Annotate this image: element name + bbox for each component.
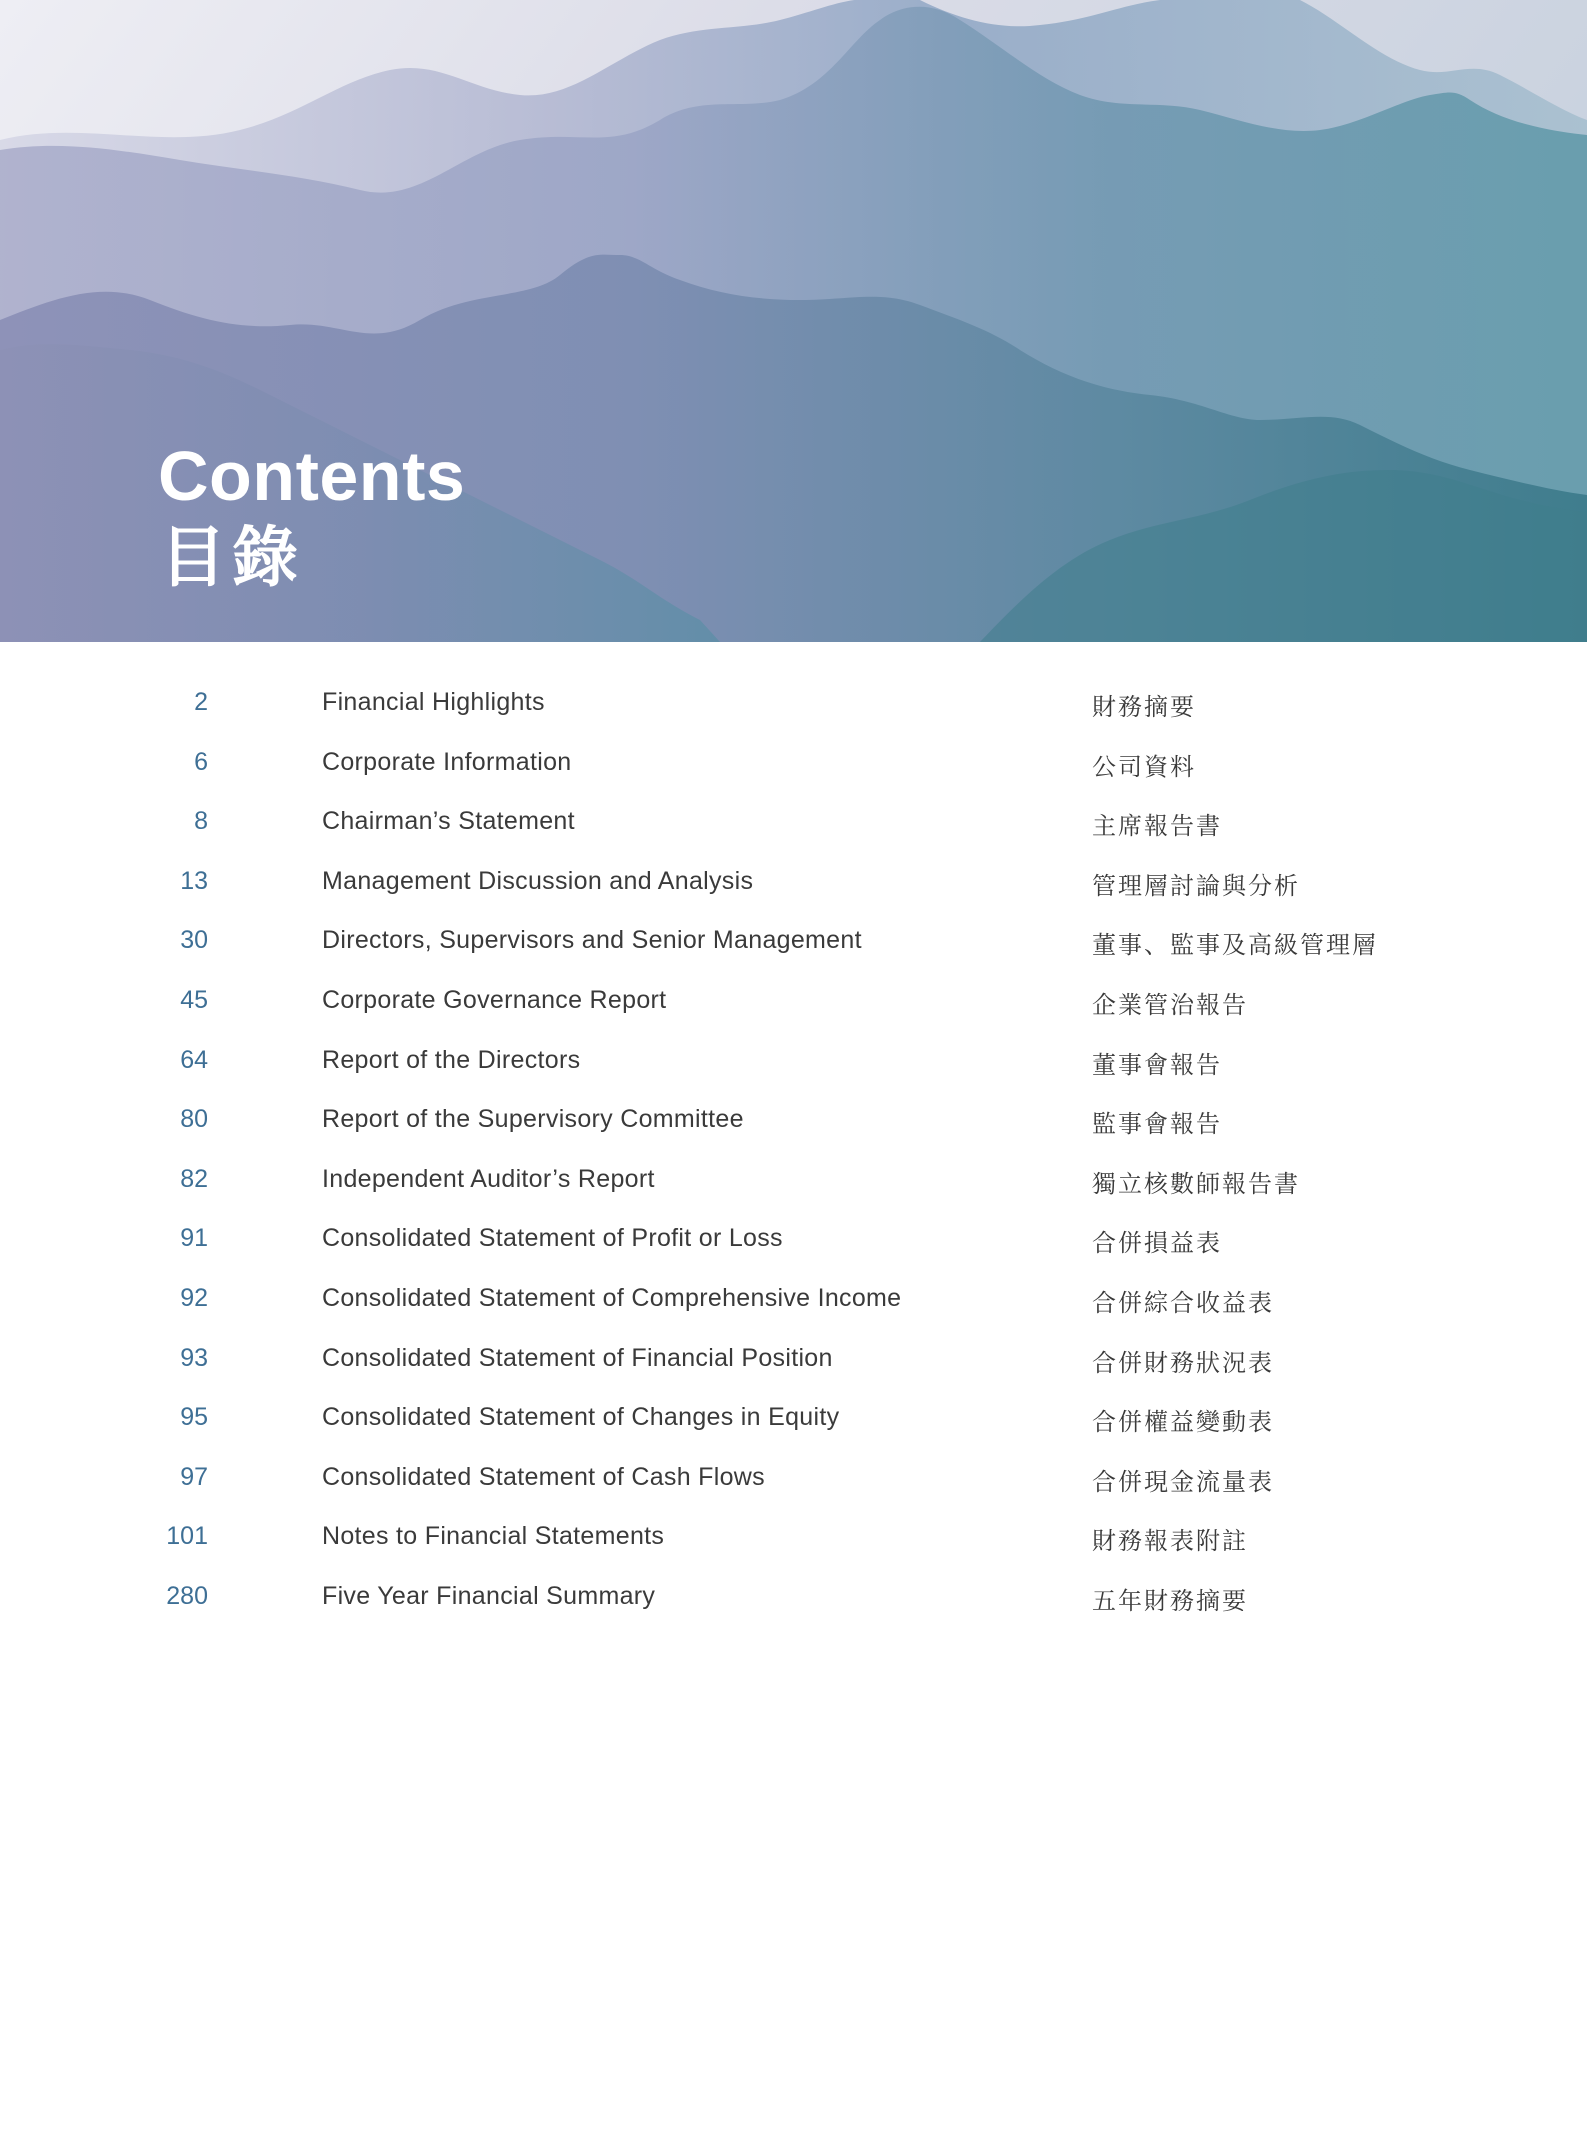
toc-entry-title-chinese[interactable]: 財務摘要 xyxy=(1092,693,1196,721)
toc-entry-title-chinese[interactable]: 獨立核數師報告書 xyxy=(1092,1169,1300,1198)
page-title: Contents xyxy=(158,437,466,515)
toc-page-number: 97 xyxy=(180,1462,208,1491)
toc-entry-title-chinese[interactable]: 五年財務摘要 xyxy=(1092,1586,1248,1615)
toc-row[interactable] xyxy=(0,736,1587,796)
toc-entry-title[interactable]: Consolidated Statement of Profit or Loss xyxy=(322,1224,783,1253)
toc-row[interactable] xyxy=(0,1093,1587,1153)
toc-entry-title[interactable]: Corporate Governance Report xyxy=(322,985,667,1014)
toc-entry-title-chinese[interactable]: 董事、監事及高級管理層 xyxy=(1092,931,1378,960)
toc-entry-title[interactable]: Independent Auditor’s Report xyxy=(322,1164,655,1193)
toc-page-number: 8 xyxy=(194,807,208,836)
toc-entry-title[interactable]: Consolidated Statement of Comprehensive Income xyxy=(322,1283,902,1312)
toc-entry-title-chinese[interactable]: 企業管治報告 xyxy=(1092,990,1248,1019)
toc-entry-title[interactable]: Financial Highlights xyxy=(322,688,545,716)
toc-entry-title-chinese[interactable]: 監事會報告 xyxy=(1092,1110,1222,1139)
toc-entry-title-chinese[interactable]: 主席報告書 xyxy=(1092,812,1222,841)
toc-entry-title[interactable]: Five Year Financial Summary xyxy=(322,1581,656,1610)
toc-page-number: 92 xyxy=(180,1283,208,1312)
toc-row[interactable] xyxy=(0,795,1587,855)
toc-page-number: 80 xyxy=(180,1105,208,1134)
toc-entry-title[interactable]: Corporate Information xyxy=(322,747,572,776)
toc-page-number: 280 xyxy=(166,1581,208,1610)
toc-entry-title-chinese[interactable]: 合併權益變動表 xyxy=(1092,1408,1274,1437)
toc-entry-title-chinese[interactable]: 合併現金流量表 xyxy=(1092,1467,1274,1496)
toc-row[interactable] xyxy=(0,1451,1587,1511)
toc-row[interactable] xyxy=(0,1570,1587,1630)
toc-row[interactable] xyxy=(0,974,1587,1034)
toc-row[interactable] xyxy=(0,1332,1587,1392)
toc-entry-title[interactable]: Consolidated Statement of Cash Flows xyxy=(322,1462,765,1491)
toc-entry-title[interactable]: Directors, Supervisors and Senior Management xyxy=(322,926,862,955)
toc-entry-title-chinese[interactable]: 合併財務狀況表 xyxy=(1092,1348,1274,1377)
toc-entry-title[interactable]: Management Discussion and Analysis xyxy=(322,866,754,895)
toc-page-number: 95 xyxy=(180,1403,208,1432)
toc-page-number: 6 xyxy=(194,747,208,776)
toc-page-number: 30 xyxy=(180,926,208,955)
toc-row[interactable] xyxy=(0,1510,1587,1570)
toc-entry-title[interactable]: Notes to Financial Statements xyxy=(322,1522,665,1551)
toc-entry-title-chinese[interactable]: 公司資料 xyxy=(1092,752,1196,781)
table-of-contents xyxy=(0,676,1587,1630)
toc-page-number: 64 xyxy=(180,1045,208,1074)
toc-page-number: 13 xyxy=(180,866,208,895)
toc-row[interactable] xyxy=(0,1391,1587,1451)
toc-page-number: 82 xyxy=(180,1164,208,1193)
toc-entry-title-chinese[interactable]: 合併損益表 xyxy=(1092,1229,1222,1258)
toc-page-number: 45 xyxy=(180,985,208,1014)
toc-row[interactable] xyxy=(0,1034,1587,1094)
toc-row[interactable] xyxy=(0,914,1587,974)
page-title-chinese: 目錄 xyxy=(160,519,304,596)
toc-row[interactable] xyxy=(0,1212,1587,1272)
toc-entry-title[interactable]: Report of the Supervisory Committee xyxy=(322,1105,744,1134)
toc-entry-title-chinese[interactable]: 管理層討論與分析 xyxy=(1092,871,1300,900)
toc-row[interactable] xyxy=(0,676,1587,736)
toc-page-number: 101 xyxy=(166,1522,208,1551)
toc-page-number: 91 xyxy=(180,1224,208,1253)
toc-entry-title[interactable]: Report of the Directors xyxy=(322,1045,581,1074)
toc-page-number: 93 xyxy=(180,1343,208,1372)
toc-entry-title[interactable]: Consolidated Statement of Financial Position xyxy=(322,1343,833,1372)
toc-entry-title-chinese[interactable]: 合併綜合收益表 xyxy=(1092,1288,1274,1317)
toc-entry-title[interactable]: Consolidated Statement of Changes in Equity xyxy=(322,1403,840,1432)
toc-entry-title-chinese[interactable]: 財務報表附註 xyxy=(1092,1527,1248,1556)
toc-row[interactable] xyxy=(0,1153,1587,1213)
toc-entry-title[interactable]: Chairman’s Statement xyxy=(322,807,575,836)
toc-page-number: 2 xyxy=(194,688,208,716)
toc-row[interactable] xyxy=(0,1272,1587,1332)
toc-row[interactable] xyxy=(0,855,1587,915)
toc-entry-title-chinese[interactable]: 董事會報告 xyxy=(1092,1050,1222,1079)
